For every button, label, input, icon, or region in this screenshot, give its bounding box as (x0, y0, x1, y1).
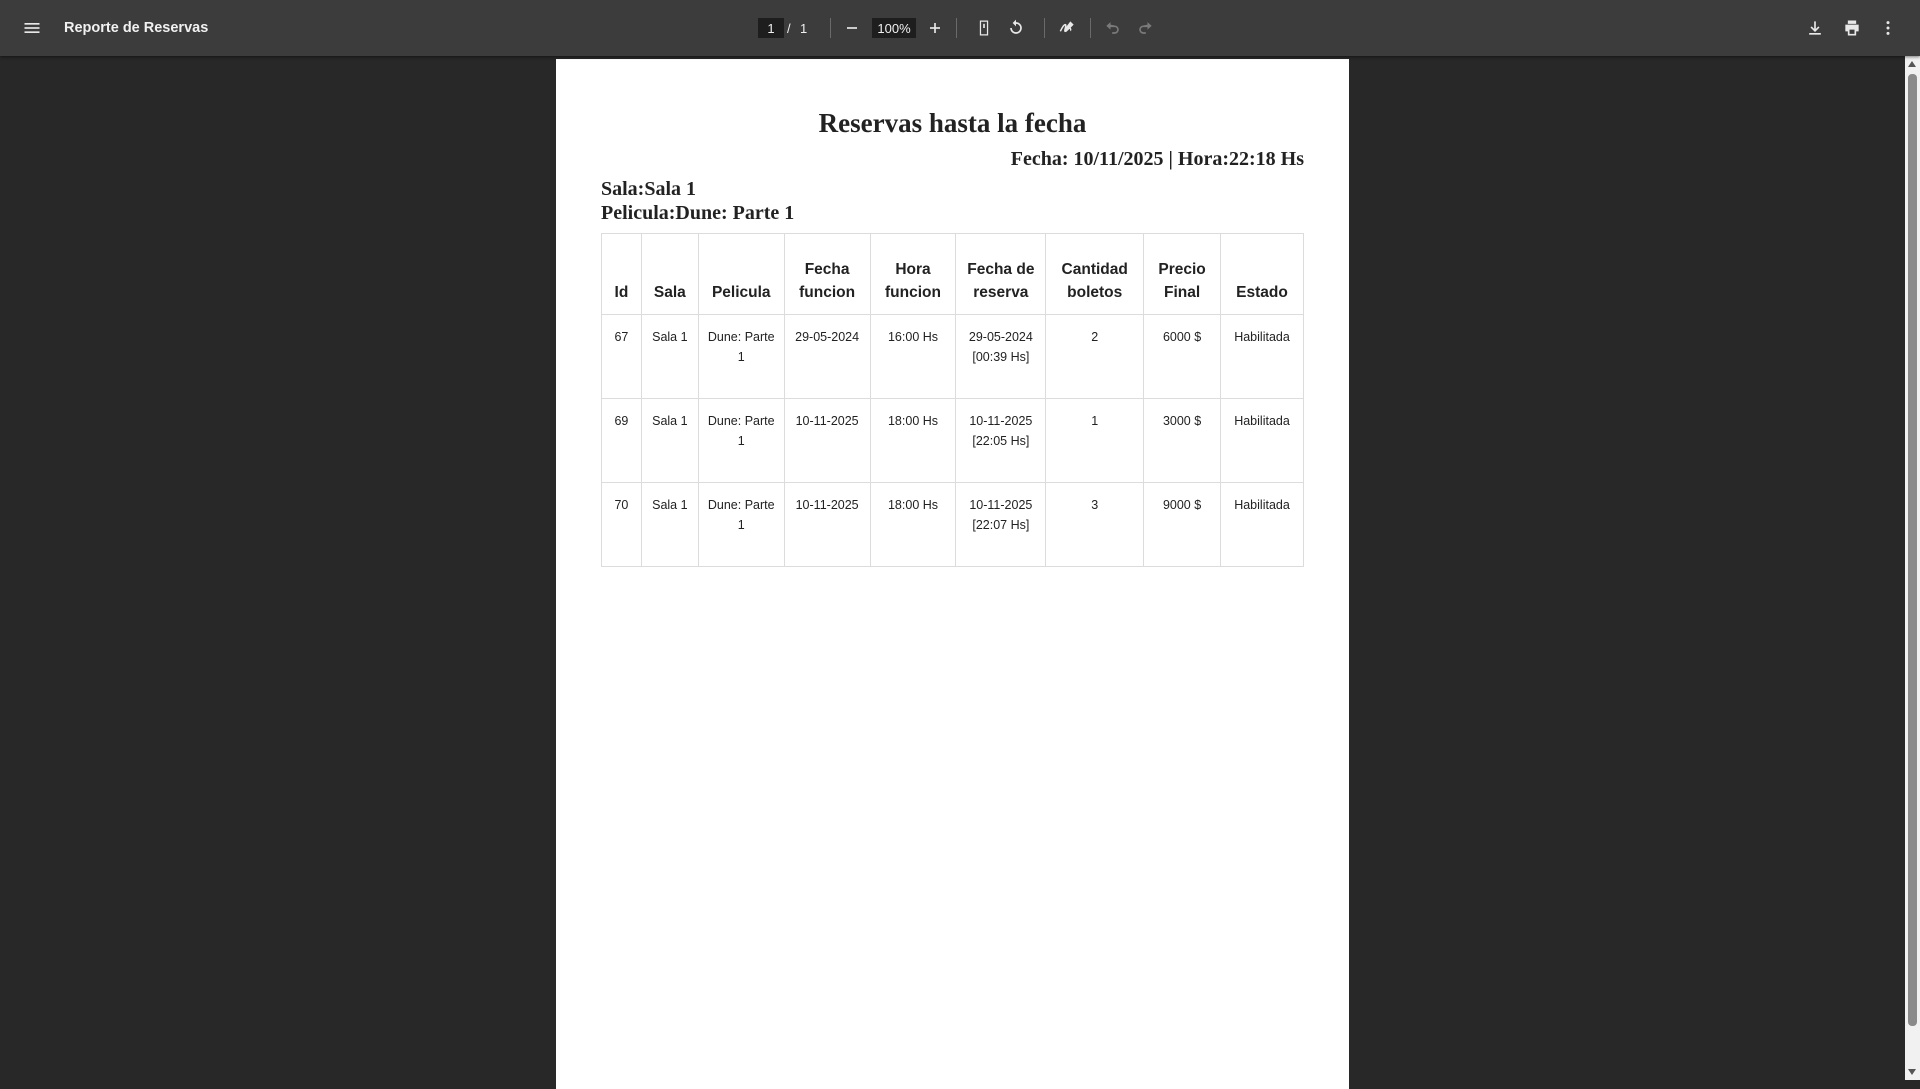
cell-fecha-funcion: 10-11-2025 (784, 483, 870, 567)
header-sala: Sala (641, 234, 698, 315)
cell-hora-funcion: 16:00 Hs (870, 315, 956, 399)
cell-sala: Sala 1 (641, 315, 698, 399)
zoom-in-icon[interactable] (919, 12, 951, 44)
undo-icon[interactable] (1097, 12, 1129, 44)
cell-precio: 9000 $ (1144, 483, 1221, 567)
cell-pelicula: Dune: Parte 1 (698, 483, 784, 567)
cell-id: 70 (602, 483, 642, 567)
header-fecha-funcion: Fecha funcion (784, 234, 870, 315)
cell-fecha-reserva: 10-11-2025 [22:05 Hs] (956, 399, 1046, 483)
report-pelicula: Pelicula:Dune: Parte 1 (601, 202, 795, 224)
page-separator: / (787, 20, 791, 36)
download-icon[interactable] (1799, 12, 1831, 44)
print-icon[interactable] (1836, 12, 1868, 44)
table-header-row (602, 234, 1304, 315)
header-id: Id (602, 234, 642, 315)
cell-cantidad: 3 (1046, 483, 1144, 567)
reservations-table (601, 233, 1304, 567)
rotate-icon[interactable] (1000, 12, 1032, 44)
scrollbar-thumb[interactable] (1908, 74, 1917, 1026)
toolbar-separator (830, 18, 831, 38)
toolbar-separator (956, 18, 957, 38)
fit-page-icon[interactable] (968, 12, 1000, 44)
toolbar-separator (1090, 18, 1091, 38)
cell-precio: 6000 $ (1144, 315, 1221, 399)
cell-hora-funcion: 18:00 Hs (870, 399, 956, 483)
scroll-down-arrow-icon[interactable] (1908, 1069, 1916, 1075)
cell-cantidad: 1 (1046, 399, 1144, 483)
cell-id: 69 (602, 399, 642, 483)
report-sala: Sala:Sala 1 (601, 178, 697, 200)
redo-icon[interactable] (1129, 12, 1161, 44)
cell-pelicula: Dune: Parte 1 (698, 399, 784, 483)
cell-fecha-funcion: 10-11-2025 (784, 399, 870, 483)
header-precio-final: Precio Final (1144, 234, 1221, 315)
table-row (602, 483, 1304, 567)
cell-pelicula: Dune: Parte 1 (698, 315, 784, 399)
header-cantidad-boletos: Cantidad boletos (1046, 234, 1144, 315)
cell-hora-funcion: 18:00 Hs (870, 483, 956, 567)
header-hora-funcion: Hora funcion (870, 234, 956, 315)
header-fecha-reserva: Fecha de reserva (956, 234, 1046, 315)
cell-sala: Sala 1 (641, 399, 698, 483)
cell-estado: Habilitada (1221, 483, 1304, 567)
menu-icon[interactable] (16, 12, 48, 44)
pdf-page (556, 59, 1349, 1089)
report-date: Fecha: 10/11/2025 | Hora:22:18 Hs (1010, 148, 1304, 170)
zoom-out-icon[interactable] (836, 12, 868, 44)
header-pelicula: Pelicula (698, 234, 784, 315)
cell-fecha-reserva: 29-05-2024 [00:39 Hs] (956, 315, 1046, 399)
report-title: Reservas hasta la fecha (818, 108, 1087, 138)
table-row (602, 315, 1304, 399)
scroll-up-arrow-icon[interactable] (1908, 61, 1916, 67)
header-estado: Estado (1221, 234, 1304, 315)
cell-sala: Sala 1 (641, 483, 698, 567)
cell-fecha-reserva: 10-11-2025 [22:07 Hs] (956, 483, 1046, 567)
cell-precio: 3000 $ (1144, 399, 1221, 483)
table-row (602, 399, 1304, 483)
pdf-toolbar (0, 0, 1920, 56)
more-options-icon[interactable] (1872, 12, 1904, 44)
pdf-viewer-area[interactable] (0, 56, 1905, 1080)
zoom-input[interactable] (872, 18, 916, 38)
page-total: 1 (800, 20, 808, 36)
vertical-scrollbar[interactable] (1905, 56, 1920, 1080)
cell-estado: Habilitada (1221, 315, 1304, 399)
cell-cantidad: 2 (1046, 315, 1144, 399)
cell-fecha-funcion: 29-05-2024 (784, 315, 870, 399)
cell-estado: Habilitada (1221, 399, 1304, 483)
page-number-input[interactable] (758, 18, 784, 38)
cell-id: 67 (602, 315, 642, 399)
toolbar-separator (1044, 18, 1045, 38)
draw-annotate-icon[interactable] (1051, 12, 1083, 44)
document-title: Reporte de Reservas (64, 20, 209, 36)
